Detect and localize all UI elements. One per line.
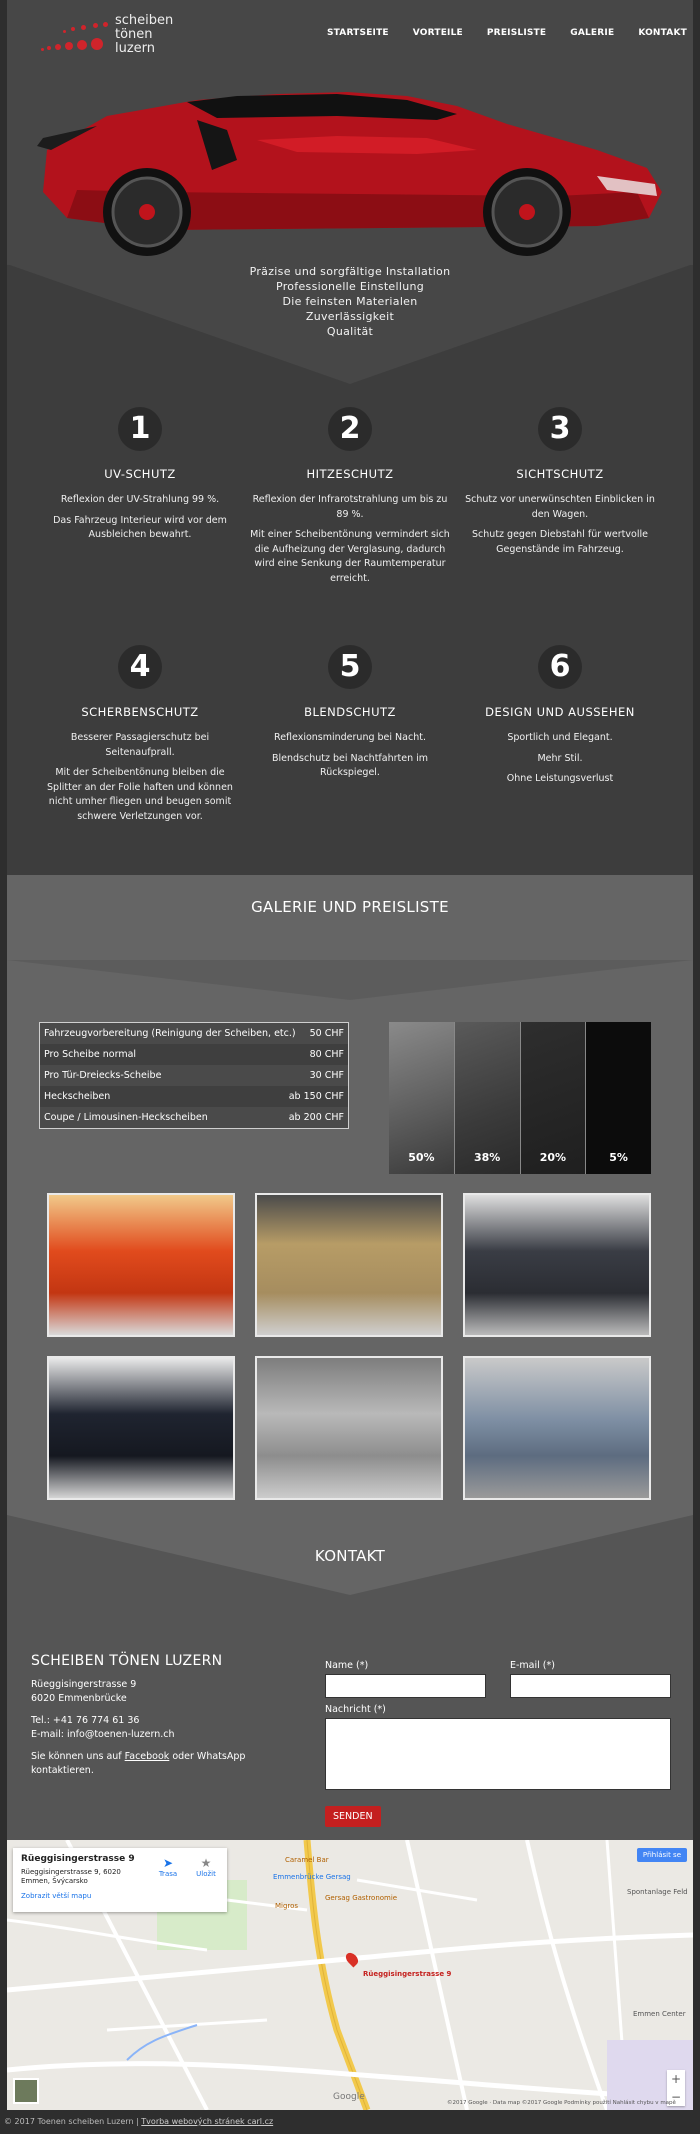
price-table xyxy=(39,1022,349,1129)
gallery-photo-black-golf[interactable] xyxy=(47,1356,235,1500)
contact-details xyxy=(31,1714,251,1742)
feature-uv-schutz xyxy=(40,407,240,549)
map-card-address: Rüeggisingerstrasse 9, 6020 Emmen, Švýcarsko xyxy=(21,1868,121,1885)
feature-paragraph: Reflexion der Infrarotstrahlung um bis zu 89 %. xyxy=(252,494,448,520)
tint-panel xyxy=(389,1022,455,1174)
footer-copyright: © 2017 Toenen scheiben Luzern | xyxy=(4,2117,142,2126)
contact-form xyxy=(325,1660,671,1827)
directions-icon: ➤ xyxy=(162,1856,174,1870)
feature-paragraph: Schutz gegen Diebstahl für wertvolle Gegenstände im Fahrzeug. xyxy=(472,529,648,555)
map-label: Migros xyxy=(275,1902,299,1910)
feature-text xyxy=(40,731,240,824)
tagline-line: Qualität xyxy=(326,325,374,338)
price-item: Heckscheiben xyxy=(44,1091,111,1102)
logo-line-3: luzern xyxy=(115,41,156,56)
send-button[interactable]: SENDEN xyxy=(325,1806,381,1827)
feature-paragraph: Sportlich und Elegant. xyxy=(507,732,613,743)
tint-panel xyxy=(455,1022,521,1174)
map-info-card xyxy=(13,1848,227,1912)
company-name: SCHEIBEN TÖNEN LUZERN xyxy=(31,1653,223,1669)
feature-text xyxy=(460,731,660,787)
facebook-link[interactable]: Facebook xyxy=(124,1751,170,1762)
gallery-photo-red-car[interactable] xyxy=(47,1193,235,1337)
contact-info xyxy=(31,1654,251,1786)
tagline xyxy=(7,264,693,339)
logo-line-1: scheiben xyxy=(115,13,174,28)
main-nav xyxy=(327,28,687,38)
price-item: Fahrzeugvorbereitung (Reinigung der Scheiben, etc.) xyxy=(44,1028,296,1039)
hero-section xyxy=(7,0,693,385)
feature-title: HITZESCHUTZ xyxy=(306,467,394,481)
feature-paragraph: Mehr Stil. xyxy=(537,752,583,764)
map-label: Emmen Center xyxy=(633,2010,686,2018)
price-item: Pro Scheibe normal xyxy=(44,1049,137,1060)
name-label: Name (*) xyxy=(325,1660,369,1671)
price-row xyxy=(40,1044,348,1065)
page xyxy=(7,0,693,2110)
route-button[interactable] xyxy=(153,1856,183,1878)
feature-text xyxy=(460,493,660,557)
social-pre: Sie können uns auf xyxy=(31,1751,125,1762)
tint-label: 38% xyxy=(473,1151,501,1164)
feature-paragraph: Das Fahrzeug Interieur wird vor dem Ausbleichen bewahrt. xyxy=(53,514,227,540)
logo[interactable] xyxy=(41,14,181,60)
feature-paragraph: Mit einer Scheibentönung vermindert sich die Aufheizung der Verglasung, dadurch wird eine Senkung der Raumtemperatur erreicht. xyxy=(250,529,450,584)
price-value: 30 CHF xyxy=(309,1070,344,1081)
map-label: Emmenbrücke Gersag xyxy=(273,1873,351,1881)
feature-paragraph: Ohne Leistungsverlust xyxy=(506,773,614,784)
feature-hitzeschutz xyxy=(250,407,450,592)
feature-number: 1 xyxy=(118,407,162,451)
feature-title: DESIGN UND AUSSEHEN xyxy=(485,705,635,719)
address-city: 6020 Emmenbrücke xyxy=(31,1693,127,1704)
feature-title: UV-SCHUTZ xyxy=(104,467,176,481)
feature-number: 6 xyxy=(538,645,582,689)
feature-sichtschutz xyxy=(460,407,660,563)
feature-title: SICHTSCHUTZ xyxy=(516,467,604,481)
price-row xyxy=(40,1065,348,1086)
social-post: oder WhatsApp kontaktieren. xyxy=(31,1751,246,1776)
address-street: Rüeggisingerstrasse 9 xyxy=(31,1679,137,1690)
zoom-out-icon[interactable]: − xyxy=(670,2090,682,2104)
map-label: Spontanlage Feld xyxy=(627,1888,688,1896)
phone: Tel.: +41 76 774 61 36 xyxy=(31,1715,140,1726)
nav-preisliste[interactable]: PREISLISTE xyxy=(486,28,547,38)
message-label: Nachricht (*) xyxy=(325,1704,386,1715)
save-button[interactable] xyxy=(191,1856,221,1878)
nav-vorteile[interactable]: VORTEILE xyxy=(412,28,463,38)
feature-paragraph: Schutz vor unerwünschten Einblicken in den Wagen. xyxy=(465,494,655,520)
tint-comparison-image[interactable] xyxy=(389,1022,651,1174)
gallery-photo-silver-suv[interactable] xyxy=(255,1356,443,1500)
email: E-mail: info@toenen-luzern.ch xyxy=(31,1729,175,1740)
feature-number: 5 xyxy=(328,645,372,689)
feature-paragraph: Mit der Scheibentönung bleiben die Splitter an der Folie haften und können nicht umher fliegen und beugen somit schwere Verletzungen vor. xyxy=(47,767,233,822)
tagline-line: Präzise und sorgfältige Installation xyxy=(249,265,451,278)
feature-scherbenschutz xyxy=(40,645,240,830)
map-pin-label: Rüeggisingerstrasse 9 xyxy=(363,1970,452,1978)
feature-number: 3 xyxy=(538,407,582,451)
price-item: Pro Tür-Dreiecks-Scheibe xyxy=(44,1070,162,1081)
price-row xyxy=(40,1086,348,1107)
gallery-bottom-chevron xyxy=(7,960,693,1000)
tint-label: 5% xyxy=(609,1151,628,1164)
save-label: Uložit xyxy=(196,1870,216,1878)
price-value: 80 CHF xyxy=(309,1049,344,1060)
tint-panel xyxy=(586,1022,651,1174)
map[interactable] xyxy=(7,1840,693,2110)
price-value: ab 150 CHF xyxy=(288,1091,344,1102)
feature-paragraph: Reflexion der UV-Strahlung 99 %. xyxy=(60,494,220,505)
message-textarea[interactable] xyxy=(325,1718,671,1790)
price-row xyxy=(40,1107,348,1128)
logo-text xyxy=(115,14,173,56)
map-label: Caramel Bar xyxy=(285,1856,329,1864)
footer xyxy=(4,2117,273,2126)
satellite-toggle[interactable] xyxy=(13,2078,39,2104)
map-signin-button[interactable]: Přihlásit se xyxy=(637,1848,687,1862)
map-label: Gersag Gastronomie xyxy=(325,1894,398,1902)
tagline-line: Zuverlässigkeit xyxy=(305,310,395,323)
zoom-in-icon[interactable]: + xyxy=(670,2072,682,2086)
feature-design xyxy=(460,645,660,793)
nav-galerie[interactable]: GALERIE xyxy=(570,28,615,38)
tint-panel xyxy=(521,1022,587,1174)
social-text xyxy=(31,1750,251,1778)
email-label: E-mail (*) xyxy=(510,1660,555,1671)
feature-paragraph: Blendschutz bei Nachtfahrten im Rückspiegel. xyxy=(271,752,429,778)
footer-link[interactable]: Tvorba webových stránek carl.cz xyxy=(141,2117,274,2126)
google-logo: Google xyxy=(333,2092,365,2102)
feature-paragraph: Besserer Passagierschutz bei Seitenaufprall. xyxy=(70,732,210,758)
address xyxy=(31,1678,251,1706)
price-row xyxy=(40,1023,348,1044)
name-input[interactable] xyxy=(325,1674,486,1698)
feature-text xyxy=(40,493,240,543)
nav-kontakt[interactable]: KONTAKT xyxy=(638,28,687,38)
hero-car-image xyxy=(37,80,667,260)
gallery-photo-blue-sedan[interactable] xyxy=(463,1356,651,1500)
feature-text xyxy=(250,731,450,781)
email-input[interactable] xyxy=(510,1674,671,1698)
larger-map-link[interactable]: Zobrazit větší mapu xyxy=(21,1892,92,1900)
features-section xyxy=(7,385,693,875)
route-label: Trasa xyxy=(158,1870,178,1878)
tagline-line: Professionelle Einstellung xyxy=(275,280,425,293)
feature-paragraph: Reflexionsminderung bei Nacht. xyxy=(274,732,426,743)
tint-label: 50% xyxy=(408,1151,435,1164)
price-value: ab 200 CHF xyxy=(288,1112,344,1123)
logo-dots-icon xyxy=(41,20,113,60)
price-value: 50 CHF xyxy=(309,1028,344,1039)
feature-number: 2 xyxy=(328,407,372,451)
gallery-photo-dark-wagon[interactable] xyxy=(463,1193,651,1337)
tagline-line: Die feinsten Materialen xyxy=(282,295,418,308)
feature-title: SCHERBENSCHUTZ xyxy=(81,705,199,719)
nav-startseite[interactable]: STARTSEITE xyxy=(326,28,389,38)
gallery-photo-gold-car[interactable] xyxy=(255,1193,443,1337)
star-icon: ★ xyxy=(200,1856,212,1870)
feature-blendschutz xyxy=(250,645,450,787)
logo-line-2: tönen xyxy=(115,27,153,42)
tint-label: 20% xyxy=(539,1151,567,1164)
feature-title: BLENDSCHUTZ xyxy=(304,705,396,719)
map-attribution: ©2017 Google · Data map ©2017 Google Podmínky použití Nahlásit chybu v mapě xyxy=(447,2100,676,2106)
map-card-title: Rüeggisingerstrasse 9 xyxy=(21,1854,135,1864)
contact-title: KONTAKT xyxy=(314,1547,386,1565)
price-item: Coupe / Limousinen-Heckscheiben xyxy=(44,1112,208,1123)
feature-number: 4 xyxy=(118,645,162,689)
feature-text xyxy=(250,493,450,586)
gallery-title: GALERIE UND PREISLISTE xyxy=(251,898,449,916)
